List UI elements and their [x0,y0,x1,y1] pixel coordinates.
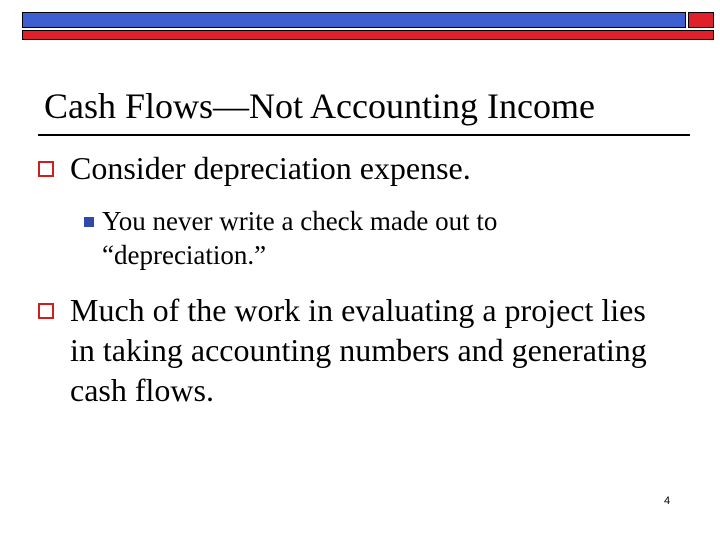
bullet-item [38,290,678,410]
sub-bullet-item [84,204,644,272]
bullet-text: Consider depreciation expense. [70,150,471,186]
page-number: 4 [664,495,671,507]
bullet-item [38,148,658,188]
filled-square-bullet-icon [84,217,94,227]
top-decorative-corner-red [688,12,714,28]
bullet-text: Much of the work in evaluating a project lies in taking accounting numbers and generating cash flows. [70,292,647,408]
top-decorative-bar-red [22,30,714,40]
title-divider [38,134,690,136]
hollow-square-bullet-icon [38,303,54,319]
sub-bullet-text: You never write a check made out to “depreciation.” [102,206,498,270]
hollow-square-bullet-icon [38,161,54,177]
slide-title: Cash Flows—Not Accounting Income [44,86,595,126]
top-decorative-bar-blue [22,12,686,28]
